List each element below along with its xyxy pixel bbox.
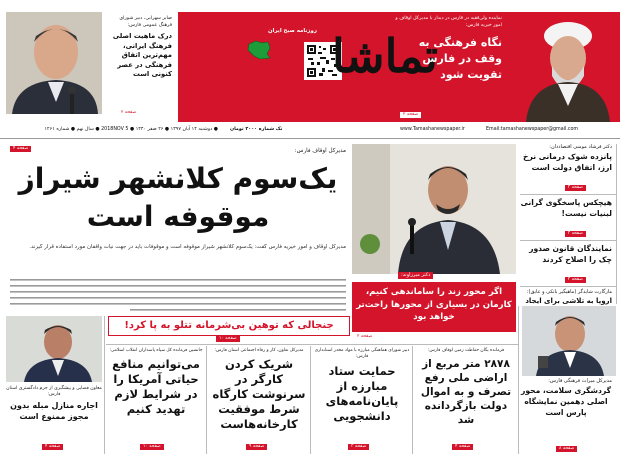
right-bottom-story xyxy=(520,378,616,418)
left-column-story xyxy=(6,386,102,422)
bottom-col-3-tag: صفحه ۳ xyxy=(348,444,369,450)
right-column xyxy=(520,144,617,304)
bottom-col-1 xyxy=(108,348,204,417)
left-teaser xyxy=(106,16,172,80)
main-story-body-lines xyxy=(10,278,346,314)
bottom-col-1-headline: می‌توانیم منافع حیاتی آمریکا را در شرایط لازم تهدید کنیم xyxy=(112,357,200,416)
bottom-col-2-headline: شریک کردن کارگر در سرنوشت کارگاه شرط موفقیت کارخانه‌هاست xyxy=(212,357,306,431)
right-col-tag-3: صفحه ۳ xyxy=(565,277,586,283)
bottom-col-3-caption: دبیر شورای هماهنگی مبارزه با مواد مخدر استانداری فارس: xyxy=(314,348,410,359)
price-line: تک شماره ۲۰۰۰ تومان xyxy=(230,127,283,132)
date-line: ● دوشنبه ۱۴ آبان ۱۳۹۷ ● ۲۶ صفر ۱۴۴۰ ● 2018NOV 5 ● سال نهم ● شماره ۱۲۶۱ xyxy=(44,127,218,132)
main-story-kicker: مدیرکل اوقاف فارس: xyxy=(294,148,346,154)
right-col-caption-4: مارگارت شایدگر (ماهیگیر بانکی و عایق): xyxy=(526,289,612,295)
website-link[interactable]: www.Tamashanewspaper.ir xyxy=(400,127,465,132)
bottom-col-2-tag: صفحه ۹ xyxy=(246,444,267,450)
right-teaser xyxy=(390,16,502,83)
right-col-item-2: هیچکس پاسخگوی گرانی لبنیات نیست! xyxy=(520,198,612,218)
bottom-col-1-caption: جانشین فرمانده کل سپاه پاسداران انقلاب اسلامی: xyxy=(109,348,203,353)
right-teaser-caption: نماینده ولی‌فقیه در فارس در دیدار با مدیرکل اوقاف و امور خیریه فارس: xyxy=(395,16,502,28)
iran-map-icon xyxy=(246,40,272,64)
left-column-tag: صفحه ۴ xyxy=(42,444,63,450)
bottom-col-4-caption: فرمانده یگان حفاظت زمین اوقاف فارس: xyxy=(427,348,505,353)
left-teaser-headline: درک ماهیت اصلی فرهنگ ایرانی، مهم‌ترین اتفاق فرهنگی در عصر کنونی است xyxy=(112,32,172,79)
bottom-col-2 xyxy=(210,348,308,432)
bottom-col-1-tag: صفحه ۱۰ xyxy=(140,444,164,450)
right-bottom-headline: گردشگری سلامت، محور اصلی دهمین نمایشگاه پارس است xyxy=(520,386,612,417)
email-link[interactable]: Email:tamashanewspaper@gmail.com xyxy=(486,127,579,132)
right-col-caption-1: دکتر فرشاد مومنی اقتصاددان: xyxy=(549,144,612,150)
right-bottom-photo xyxy=(522,306,616,376)
right-teaser-page-tag: صفحه ۲ xyxy=(400,112,421,118)
center-photo-caption: دکتر میرزاوند: xyxy=(398,272,433,279)
center-banner-text: جنجالی که توهین بی‌شرمانه تتلو به پا کرد! xyxy=(124,320,334,331)
right-col-tag-2: صفحه ۳ xyxy=(565,231,586,237)
bottom-col-3 xyxy=(314,348,410,424)
date-strip xyxy=(0,124,620,139)
masthead-logo: تماشا xyxy=(332,29,438,83)
left-teaser-caption: صابر سهرابی، دبیر شورای فرهنگ عمومی فارس: xyxy=(119,16,172,28)
right-col-item-3: نمایندگان قانون صدور چک را اصلاح کردند xyxy=(529,244,612,264)
masthead xyxy=(0,0,620,140)
center-banner-tag: صفحه ۱۰ xyxy=(216,336,240,342)
left-column-caption: معاون فضایی و پیشگیری از جرم دادگستری استان فارس: xyxy=(6,386,102,397)
center-photo-headline: اگر محور زند را ساماندهی کنیم، کارمان در بسیاری از محورها راحت‌تر خواهد بود xyxy=(356,287,512,322)
center-photo xyxy=(352,144,516,274)
center-banner[interactable] xyxy=(108,316,350,336)
main-story-tag: صفحه ۴ xyxy=(10,146,31,152)
bottom-col-2-caption: مدیرکل تعاون، کار و رفاه اجتماعی استان فارس: xyxy=(214,348,304,353)
center-photo-story xyxy=(352,282,516,332)
right-bottom-caption: مدیرکل میراث فرهنگی فارس: xyxy=(548,378,612,384)
right-col-item-1: پانزده شوک درمانی نرخ ارز، اتفاق دولت است xyxy=(523,152,612,172)
right-col-item-4: اروپا به تلاشی برای ایجاد xyxy=(525,297,612,305)
bottom-col-4 xyxy=(416,348,516,427)
right-bottom-tag: صفحه ۸ xyxy=(556,446,577,452)
main-headline-line-2: موقوفه است xyxy=(86,200,270,233)
left-teaser-page-tag: صفحه ۲ xyxy=(118,110,139,116)
main-story-lead: مدیرکل اوقاف و امور خیریه فارس گفت: یک‌سوم کلانشهر شیراز موقوفه است و موقوفات باید در جهت نیات واقفان مورد استفاده قرار گیرند. xyxy=(29,244,346,250)
bottom-col-4-tag: صفحه ۴ xyxy=(452,444,473,450)
left-teaser-photo xyxy=(6,12,102,114)
main-headline-line-1: یک‌سوم کلانشهر شیراز xyxy=(18,162,338,195)
main-story-headline xyxy=(8,160,348,236)
tagline: روزنامه صبح ایران xyxy=(268,28,317,34)
bottom-col-3-headline: حمایت ستاد مبارزه از پایان‌نامه‌های دانشجویی xyxy=(325,364,399,423)
left-column-photo xyxy=(6,316,102,382)
center-photo-tag: صفحه ۲ xyxy=(354,334,375,340)
right-teaser-headline: نگاه فرهنگی به وقف در فارس تقویت شود xyxy=(418,36,502,81)
right-teaser-photo xyxy=(506,14,618,122)
right-col-tag-1: صفحه ۳ xyxy=(565,185,586,191)
left-column-headline: اجاره منازل مبله بدون مجوز ممنوع است xyxy=(10,401,98,421)
bottom-col-4-headline: ۲۸۷۸ متر مربع از اراضی ملی رفع تصرف و به اموال دولت بازگردانده شد xyxy=(420,358,512,426)
